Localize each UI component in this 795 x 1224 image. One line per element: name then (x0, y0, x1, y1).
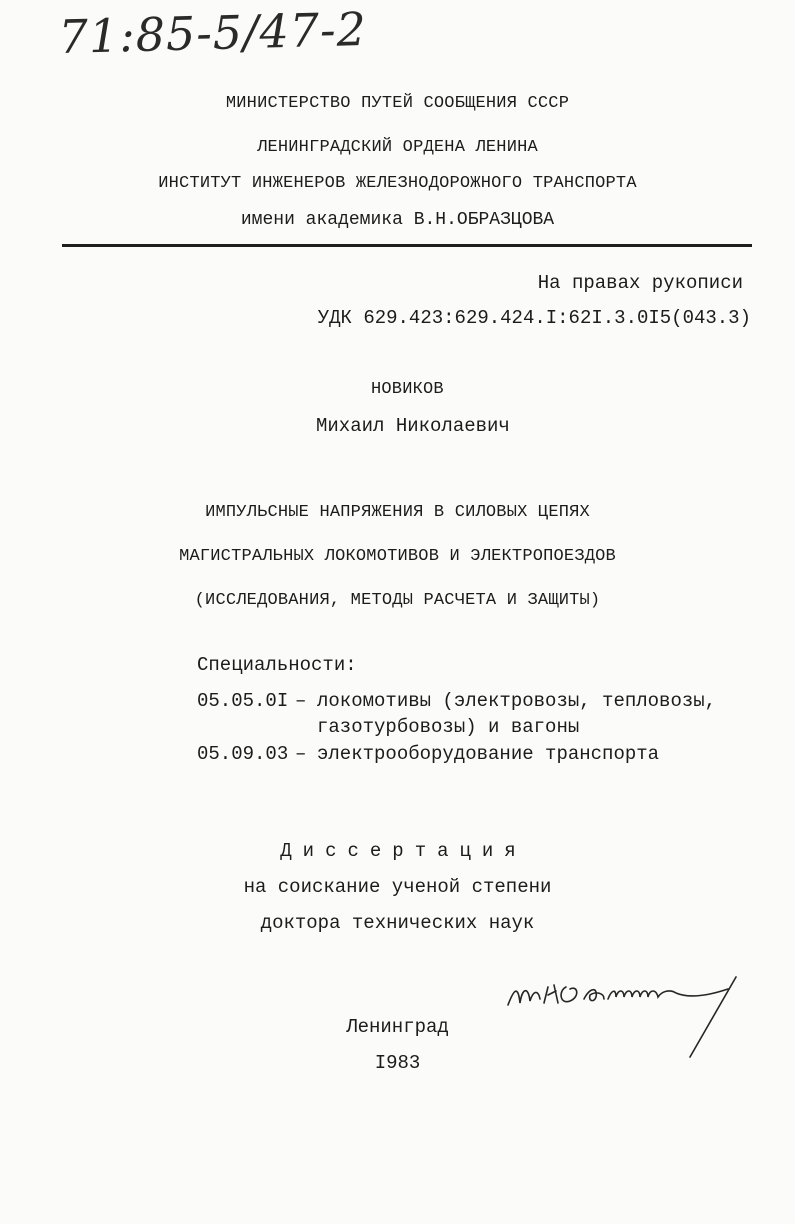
institute-line-3: имени академика В.Н.ОБРАЗЦОВА (240, 210, 555, 230)
publication-city: Ленинград (346, 1016, 449, 1038)
degree-line-2: на соискание ученой степени (243, 876, 552, 898)
specialty-dash-1: – (295, 690, 307, 712)
specialty-description-2: электрооборудование транспорта (317, 743, 660, 765)
archive-code-handwritten: 71:85-5/47-2 (57, 1, 368, 64)
title-line-2: МАГИСТРАЛЬНЫХ ЛОКОМОТИВОВ И ЭЛЕКТРОПОЕЗДОВ (179, 547, 616, 566)
dissertation-label: Диссертация (280, 840, 527, 862)
degree-line-3: доктора технических наук (260, 912, 535, 934)
specialty-description-1: локомотивы (электровозы, тепловозы, (317, 690, 717, 712)
specialty-code-1: 05.05.0I (197, 690, 289, 712)
udk-code: УДК 629.423:629.424.I:62I.3.0I5(043.3) (317, 307, 751, 329)
author-surname: НОВИКОВ (371, 380, 444, 399)
author-name: Михаил Николаевич (316, 415, 510, 437)
publication-year: I983 (374, 1052, 421, 1074)
specialty-description-1-continued: газотурбовозы) и вагоны (317, 716, 580, 738)
manuscript-rights-note: На правах рукописи (537, 272, 743, 294)
title-line-1: ИМПУЛЬСНЫЕ НАПРЯЖЕНИЯ В СИЛОВЫХ ЦЕПЯХ (205, 503, 590, 522)
title-line-3: (ИССЛЕДОВАНИЯ, МЕТОДЫ РАСЧЕТА И ЗАЩИТЫ) (194, 591, 601, 610)
header-divider (62, 244, 752, 247)
specialties-heading: Специальности: (197, 654, 357, 676)
specialty-code-2: 05.09.03 (197, 743, 289, 765)
institute-line-2: ИНСТИТУТ ИНЖЕНЕРОВ ЖЕЛЕЗНОДОРОЖНОГО ТРАНСПОРТА (158, 174, 637, 193)
specialty-dash-2: – (295, 743, 307, 765)
ministry-heading: МИНИСТЕРСТВО ПУТЕЙ СООБЩЕНИЯ СССР (225, 94, 570, 113)
institute-line-1: ЛЕНИНГРАДСКИЙ ОРДЕНА ЛЕНИНА (257, 138, 538, 157)
